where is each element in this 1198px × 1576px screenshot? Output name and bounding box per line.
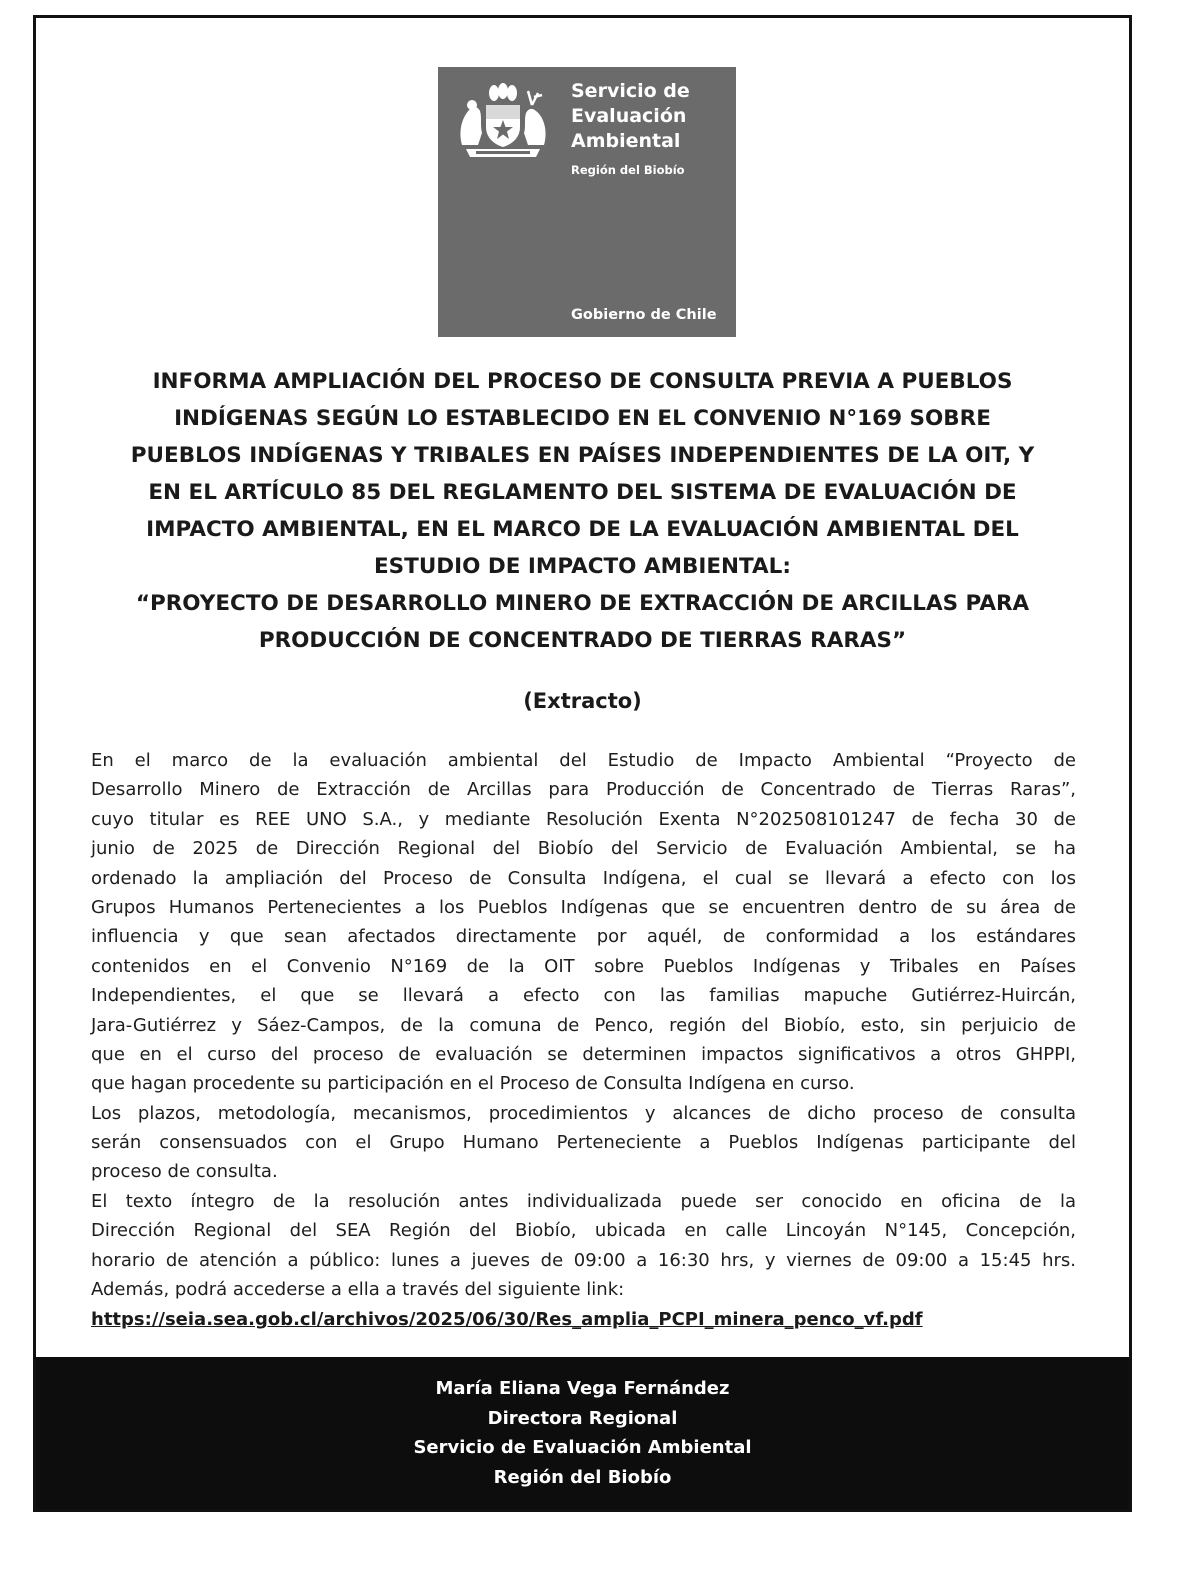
body-line: serán consensuados con el Grupo Humano Perteneciente a Pueblos Indígenas participante del: [91, 1132, 1076, 1154]
sea-logo: [438, 67, 736, 337]
logo-title-line: Ambiental: [571, 130, 681, 152]
headline-line: ESTUDIO DE IMPACTO AMBIENTAL:: [374, 554, 791, 579]
headline-line: PUEBLOS INDÍGENAS Y TRIBALES EN PAÍSES INDEPENDIENTES DE LA OIT, Y: [130, 443, 1035, 468]
body-line: Jara-Gutiérrez y Sáez-Campos, de la comuna de Penco, región del Biobío, esto, sin perjuicio de: [91, 1014, 1076, 1036]
headline-line: IMPACTO AMBIENTAL, EN EL MARCO DE LA EVALUACIÓN AMBIENTAL DEL: [146, 517, 1019, 542]
notice-frame: [33, 15, 1132, 1512]
body-line: Grupos Humanos Pertenecientes a los Pueblos Indígenas que se encuentren dentro de su área de: [91, 896, 1076, 918]
body-line: junio de 2025 de Dirección Regional del Biobío del Servicio de Evaluación Ambiental, se ha: [91, 838, 1076, 860]
signature-footer: [36, 1357, 1129, 1509]
logo-region: Región del Biobío: [571, 163, 685, 177]
signature-block: [36, 1374, 1129, 1492]
body-line: Desarrollo Minero de Extracción de Arcillas para Producción de Concentrado de Tierras Raras”,: [91, 779, 1076, 801]
body-line: ordenado la ampliación del Proceso de Consulta Indígena, el cual se llevará a efecto con los: [91, 867, 1076, 889]
body-line: proceso de consulta.: [91, 1161, 278, 1183]
logo-government: Gobierno de Chile: [571, 307, 717, 323]
body-line: En el marco de la evaluación ambiental del Estudio de Impacto Ambiental “Proyecto de: [91, 750, 1076, 771]
headline-line: INFORMA AMPLIACIÓN DEL PROCESO DE CONSULTA PREVIA A PUEBLOS: [152, 369, 1013, 394]
headline-line: INDÍGENAS SEGÚN LO ESTABLECIDO EN EL CONVENIO N°169 SOBRE: [174, 406, 991, 431]
body-line: contenidos en el Convenio N°169 de la OIT sobre Pueblos Indígenas y Tribales en Países: [91, 955, 1076, 977]
notice-subtitle: (Extracto): [523, 689, 642, 713]
body-line: Dirección Regional del SEA Región del Biobío, ubicada en calle Lincoyán N°145, Concepción,: [91, 1220, 1076, 1242]
signature-name: María Eliana Vega Fernández: [435, 1378, 730, 1399]
body-line: que hagan procedente su participación en el Proceso de Consulta Indígena en curso.: [91, 1073, 855, 1095]
body-line: Además, podrá accederse a ella a través del siguiente link:: [91, 1279, 625, 1301]
body-line: El texto íntegro de la resolución antes individualizada puede ser conocido en oficina de la: [91, 1190, 1076, 1212]
body-line: que en el curso del proceso de evaluación se determinen impactos significativos a otros GHPPI,: [91, 1043, 1076, 1065]
signature-region: Región del Biobío: [493, 1466, 672, 1488]
body-line: Los plazos, metodología, mecanismos, procedimientos y alcances de dicho proceso de consulta: [91, 1102, 1076, 1124]
body-line: horario de atención a público: lunes a jueves de 09:00 a 16:30 hrs, y viernes de 09:00 a 15:45 hrs.: [91, 1249, 1076, 1271]
notice-body: [91, 746, 1076, 1335]
headline-line: EN EL ARTÍCULO 85 DEL REGLAMENTO DEL SISTEMA DE EVALUACIÓN DE: [148, 480, 1017, 505]
logo-title-line: Servicio de: [571, 80, 690, 102]
signature-position: Directora Regional: [487, 1407, 678, 1429]
headline-line: “PROYECTO DE DESARROLLO MINERO DE EXTRACCIÓN DE ARCILLAS PARA: [135, 591, 1030, 616]
chile-coat-of-arms-icon: [456, 83, 550, 161]
logo-title-line: Evaluación: [571, 105, 687, 127]
body-line: Independientes, el que se llevará a efecto con las familias mapuche Gutiérrez-Huircán,: [91, 985, 1076, 1007]
logo-title: [571, 79, 731, 154]
body-line: influencia y que sean afectados directamente por aquél, de conformidad a los estándares: [91, 926, 1076, 948]
resolution-link[interactable]: https://seia.sea.gob.cl/archivos/2025/06/30/Res_amplia_PCPI_minera_penco_vf.pdf: [91, 1309, 923, 1331]
headline-line: PRODUCCIÓN DE CONCENTRADO DE TIERRAS RARAS”: [258, 628, 907, 653]
body-line: cuyo titular es REE UNO S.A., y mediante Resolución Exenta N°202508101247 de fecha 30 de: [91, 808, 1076, 830]
signature-organization: Servicio de Evaluación Ambiental: [413, 1437, 752, 1458]
notice-headline: [76, 363, 1089, 659]
